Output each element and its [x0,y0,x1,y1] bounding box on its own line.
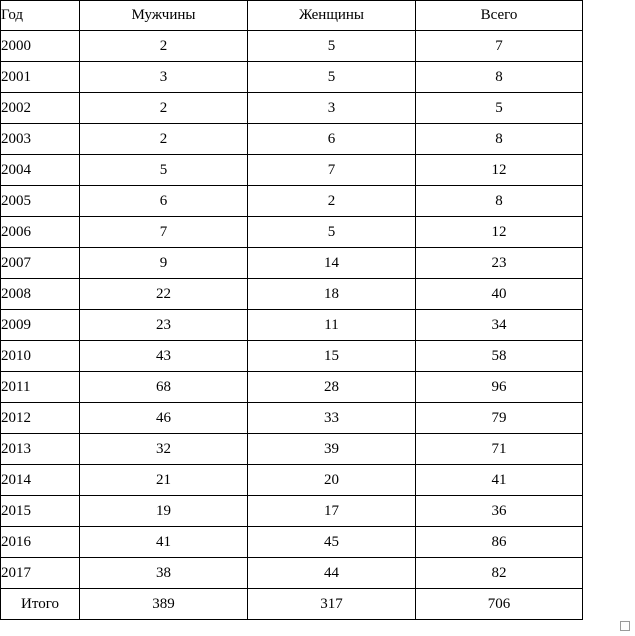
cell-year: 2016 [1,527,80,558]
cell-year: 2010 [1,341,80,372]
cell-total: 71 [416,434,583,465]
table-row [1,279,583,310]
cell-men: 21 [80,465,248,496]
table-row [1,217,583,248]
table-row [1,31,583,62]
table-row [1,372,583,403]
cell-total: 23 [416,248,583,279]
cell-women: 44 [248,558,416,589]
cell-men: 7 [80,217,248,248]
table-row [1,341,583,372]
cell-women: 7 [248,155,416,186]
cell-total: 8 [416,186,583,217]
table-row [1,403,583,434]
cell-men: 22 [80,279,248,310]
cell-men: 6 [80,186,248,217]
cell-men: 68 [80,372,248,403]
table-row [1,496,583,527]
cell-year: 2005 [1,186,80,217]
cell-women: 33 [248,403,416,434]
cell-men: 2 [80,124,248,155]
cell-men: 9 [80,248,248,279]
table-row [1,248,583,279]
cell-total: 7 [416,31,583,62]
cell-women: 11 [248,310,416,341]
cell-women: 17 [248,496,416,527]
cell-total: 36 [416,496,583,527]
cell-women: 5 [248,62,416,93]
cell-year: 2000 [1,31,80,62]
cell-men: 5 [80,155,248,186]
column-header-women: Женщины [248,1,416,31]
cell-women: 3 [248,93,416,124]
cell-men: 2 [80,31,248,62]
cell-men: 2 [80,93,248,124]
table-row [1,434,583,465]
cell-year: 2009 [1,310,80,341]
cell-total: 5 [416,93,583,124]
cell-men: 41 [80,527,248,558]
cell-women: 2 [248,186,416,217]
cell-total: 40 [416,279,583,310]
cell-total: 96 [416,372,583,403]
cell-men: 23 [80,310,248,341]
cell-year: 2007 [1,248,80,279]
cell-women: 6 [248,124,416,155]
table-row [1,558,583,589]
table-header-row [1,1,583,31]
cell-women: 45 [248,527,416,558]
cell-women: 39 [248,434,416,465]
cell-total: 58 [416,341,583,372]
cell-year: 2001 [1,62,80,93]
cell-year: 2014 [1,465,80,496]
cell-year: 2012 [1,403,80,434]
table-body [1,1,583,620]
table-row [1,465,583,496]
page-corner-marker [620,621,630,631]
cell-total: 41 [416,465,583,496]
column-header-men: Мужчины [80,1,248,31]
cell-total: 86 [416,527,583,558]
cell-total: 8 [416,124,583,155]
column-header-year: Год [1,1,80,31]
cell-total-all: 706 [416,589,583,620]
table-row [1,93,583,124]
cell-total-label: Итого [1,589,80,620]
cell-total: 34 [416,310,583,341]
cell-men: 43 [80,341,248,372]
cell-total-men: 389 [80,589,248,620]
cell-year: 2013 [1,434,80,465]
table-row [1,310,583,341]
cell-year: 2015 [1,496,80,527]
cell-total-women: 317 [248,589,416,620]
cell-women: 20 [248,465,416,496]
cell-women: 28 [248,372,416,403]
cell-year: 2003 [1,124,80,155]
table-row [1,527,583,558]
cell-year: 2017 [1,558,80,589]
cell-year: 2006 [1,217,80,248]
cell-men: 46 [80,403,248,434]
cell-men: 3 [80,62,248,93]
column-header-total: Всего [416,1,583,31]
table-row [1,124,583,155]
cell-men: 38 [80,558,248,589]
cell-total: 8 [416,62,583,93]
cell-total: 12 [416,217,583,248]
cell-men: 19 [80,496,248,527]
cell-total: 79 [416,403,583,434]
cell-year: 2004 [1,155,80,186]
cell-men: 32 [80,434,248,465]
cell-women: 5 [248,31,416,62]
cell-women: 15 [248,341,416,372]
cell-total: 82 [416,558,583,589]
cell-women: 5 [248,217,416,248]
table-row [1,186,583,217]
cell-year: 2002 [1,93,80,124]
cell-women: 18 [248,279,416,310]
table-row [1,62,583,93]
cell-year: 2011 [1,372,80,403]
table-total-row [1,589,583,620]
cell-year: 2008 [1,279,80,310]
cell-women: 14 [248,248,416,279]
cell-total: 12 [416,155,583,186]
table-row [1,155,583,186]
